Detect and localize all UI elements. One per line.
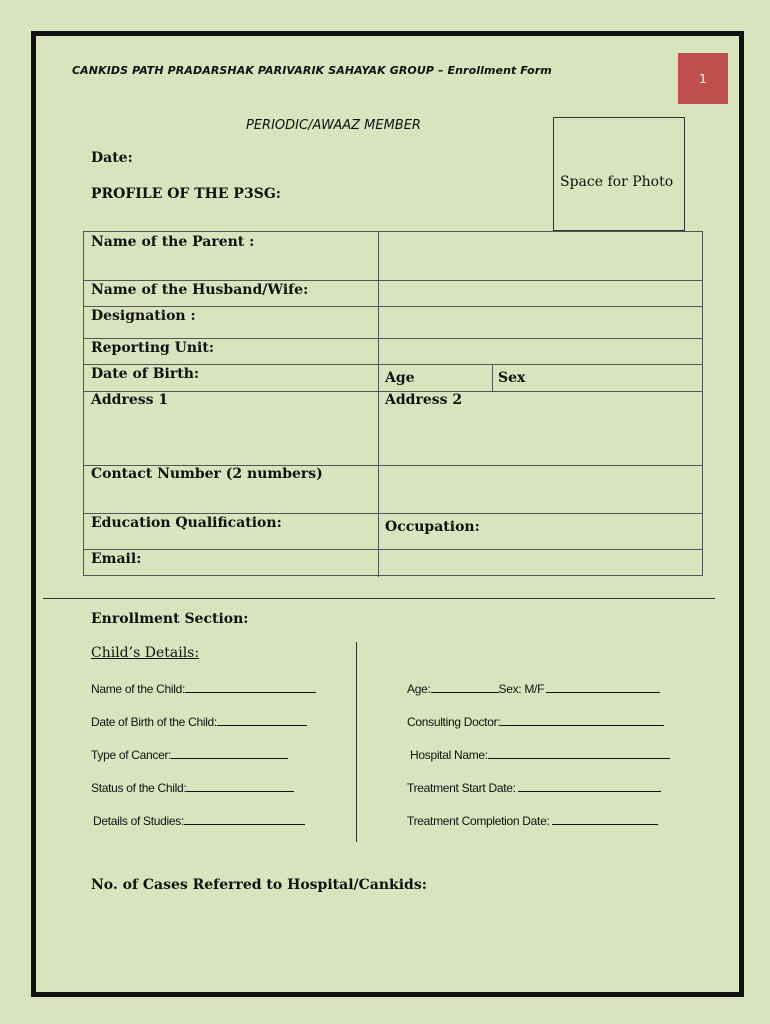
child-dob-line[interactable] [217,713,307,726]
section-divider [43,598,715,599]
child-dob-label: Date of Birth of the Child: [91,715,217,729]
reporting-unit-label: Reporting Unit: [91,340,215,356]
treatment-start-line[interactable] [518,779,661,792]
studies-details-label: Details of Studies: [93,814,185,828]
treatment-start-label: Treatment Start Date: [407,781,516,795]
treatment-completion-line[interactable] [552,812,658,825]
age-sex-field[interactable] [407,680,660,696]
child-name-line[interactable] [185,680,316,693]
cancer-type-label: Type of Cancer: [91,748,172,762]
treatment-start-field[interactable] [407,779,661,795]
treatment-completion-label: Treatment Completion Date: [407,814,550,828]
sex-label: Sex [498,370,526,386]
hospital-name-label: Hospital Name: [410,748,488,762]
reporting-unit-field[interactable] [379,339,702,364]
email-label: Email: [91,551,142,567]
designation-field[interactable] [379,307,702,338]
hospital-name-field[interactable] [410,746,670,762]
studies-details-field[interactable] [93,812,305,828]
consulting-doctor-label: Consulting Doctor: [407,715,501,729]
profile-table [83,231,703,576]
profile-heading: PROFILE OF THE P3SG: [91,186,281,202]
address1-label: Address 1 [91,392,169,408]
consulting-doctor-field[interactable] [407,713,664,729]
member-type-title: PERIODIC/AWAAZ MEMBER [246,118,421,133]
child-dob-field[interactable] [91,713,307,729]
cancer-type-line[interactable] [171,746,288,759]
contact-number-label: Contact Number (2 numbers) [91,466,323,482]
enrollment-heading: Enrollment Section: [91,611,249,627]
table-column-divider [492,364,493,391]
parent-name-field[interactable] [379,232,702,280]
page-number-badge: 1 [678,53,728,104]
address2-label: Address 2 [385,392,463,408]
form-header-title: CANKIDS PATH PRADARSHAK PARIVARIK SAHAYAK GROUP – Enrollment Form [72,64,552,77]
table-row-divider [84,364,702,365]
child-status-line[interactable] [186,779,294,792]
spouse-name-label: Name of the Husband/Wife: [91,282,309,298]
table-row-divider [84,513,702,514]
child-name-label: Name of the Child: [91,682,185,696]
photo-placeholder-label: Space for Photo [560,174,674,190]
date-label: Date: [91,150,133,166]
child-sex-label: Sex: M/F [498,682,545,696]
dob-label: Date of Birth: [91,366,200,382]
studies-details-line[interactable] [184,812,305,825]
child-age-line[interactable] [431,680,499,693]
email-field[interactable] [379,550,702,575]
column-separator [356,642,357,842]
spouse-name-field[interactable] [379,281,702,306]
consulting-doctor-line[interactable] [500,713,664,726]
contact-number-field[interactable] [379,466,702,513]
hospital-name-line[interactable] [488,746,670,759]
child-name-field[interactable] [91,680,316,696]
child-age-label: Age: [407,682,431,696]
age-label: Age [385,370,415,386]
child-details-heading: Child’s Details: [91,645,200,661]
treatment-completion-field[interactable] [407,812,658,828]
designation-label: Designation : [91,308,196,324]
cancer-type-field[interactable] [91,746,288,762]
cases-referred-label: No. of Cases Referred to Hospital/Cankids: [91,877,427,893]
occupation-label: Occupation: [385,519,480,535]
education-label: Education Qualification: [91,515,282,531]
child-status-field[interactable] [91,779,294,795]
child-sex-line[interactable] [546,680,660,693]
child-status-label: Status of the Child: [91,781,187,795]
parent-name-label: Name of the Parent : [91,234,255,250]
